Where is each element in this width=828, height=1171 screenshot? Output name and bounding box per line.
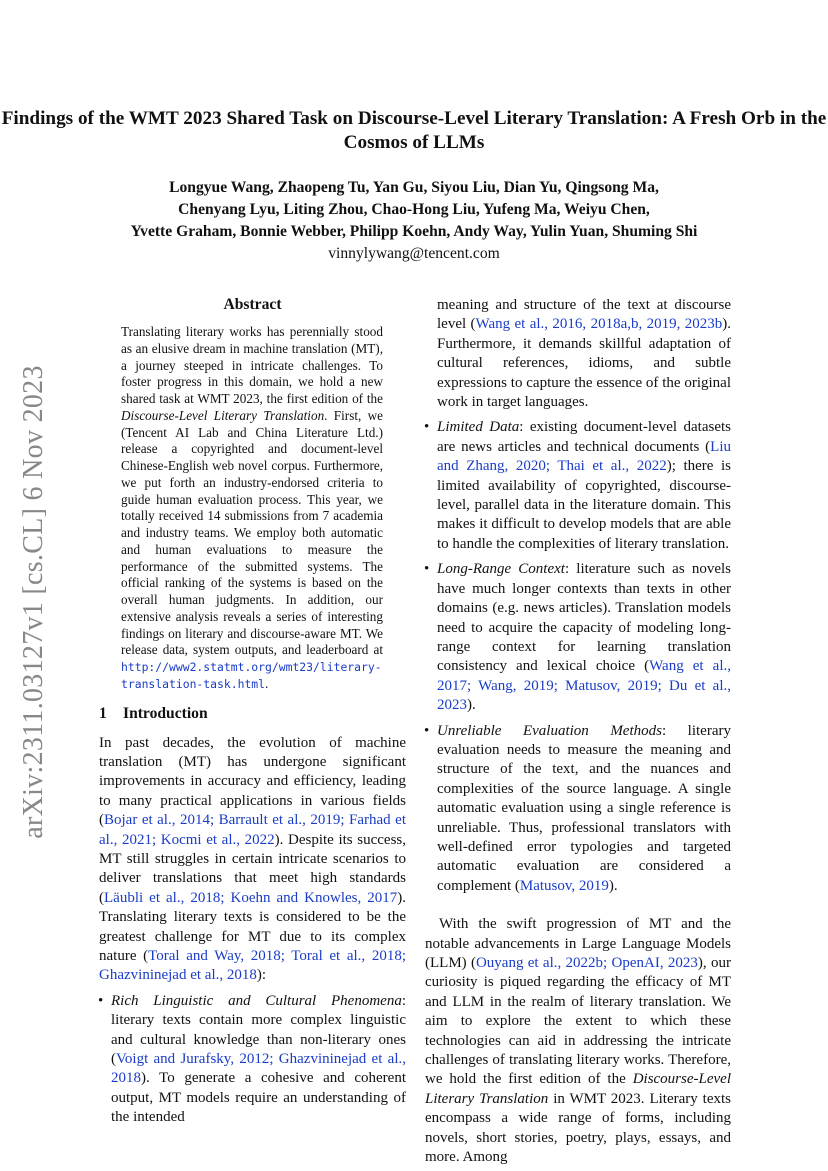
- intro-paragraph-1: [99, 734, 406, 986]
- citation-link[interactable]: Matusov, 2019: [519, 877, 609, 894]
- bullet-text: : literary texts contain more complex linguistic and cultural knowledge than non-literary ones (: [111, 992, 406, 1067]
- bullet-text: ). To generate a cohesive and coherent output, MT models require an understanding of the intended: [111, 1070, 406, 1126]
- citation-link[interactable]: Toral and Way, 2018; Toral et al., 2018; Ghazvininejad et al., 2018: [99, 947, 406, 984]
- challenges-list-continued: [425, 418, 731, 896]
- author-block: [0, 177, 828, 265]
- citation-link[interactable]: Bojar et al., 2014; Barrault et al., 2019; Farhad et al., 2021; Kocmi et al., 2022: [99, 812, 406, 848]
- paper-title: Findings of the WMT 2023 Shared Task on Discourse-Level Literary Translation: A Fresh Orb in the Cosmos of LLMs: [1, 108, 827, 153]
- intro-text: In past decades, the evolution of machine translation (MT) has undergone significant improvements in accuracy and efficiency, leading to many practical applications in various fields (: [99, 734, 406, 829]
- intro-text: ):: [256, 967, 267, 984]
- bullet-text: ). Furthermore, it demands skillful adaptation of cultural references, idioms, and subtle expressions to capture the essence of the original work in target languages.: [437, 316, 731, 411]
- list-item-limited-data: [425, 418, 731, 554]
- bullet-text: : literature such as novels have much longer contexts than texts in other domains (e.g. news articles). Translation models need to acquire the capacity of modeling long-range context for learning translation consistency and lexical choice (: [437, 561, 731, 675]
- bullet-text: ).: [608, 877, 618, 894]
- author-email: vinnylywang@tencent.com: [328, 245, 500, 262]
- abstract-text-end: .: [265, 675, 269, 691]
- right-column: [425, 296, 731, 1167]
- intro-text: in WMT 2023. Literary texts encompass a wide range of forms, including novels, short stories, poetry, plays, essays, and more. Among: [425, 1090, 732, 1166]
- bullet-title: Unreliable Evaluation Methods: [437, 722, 662, 739]
- bullet-text: : existing document-level datasets are news articles and technical documents (: [437, 419, 731, 455]
- section-number: 1: [99, 704, 107, 722]
- abstract-task-name: Discourse-Level Literary Translation: [121, 407, 325, 423]
- list-item-long-range-context: [425, 560, 731, 715]
- left-column: [99, 295, 406, 1128]
- list-item-evaluation-methods: [425, 722, 731, 897]
- challenges-list: [99, 992, 406, 1128]
- intro-text: With the swift progression of MT and the notable advancements in Large Language Models (LLM) (: [425, 916, 731, 971]
- authors-line-1: Longyue Wang, Zhaopeng Tu, Yan Gu, Siyou Liu, Dian Yu, Qingsong Ma,: [169, 179, 659, 196]
- abstract-text-2: . First, we (Tencent AI Lab and China Literature Ltd.) release a copyrighted and document-level Chinese-English web novel corpus. Furthermore, we put forth an industry-endorsed criteria to guide human evaluation process. This year, we totally received 14 submissions from 7 academia and industry teams. We employ both automatic and human evaluations to measure the performance of the submitted systems. The official ranking of the systems is based on the overall human judgments. In addition, our extensive analysis reveals a series of interesting findings on literary and discourse-aware MT. We release data, system outputs, and leaderboard at: [121, 407, 384, 658]
- task-name: Discourse-Level Literary Translation: [425, 1071, 731, 1107]
- leaderboard-link[interactable]: http://www2.statmt.org/wmt23/literary-translation-task.html: [121, 660, 382, 691]
- abstract-body: [121, 324, 383, 693]
- citation-link[interactable]: Läubli et al., 2018; Koehn and Knowles, 2017: [104, 889, 398, 906]
- intro-text: ). Despite its success, MT still struggles in certain intricate scenarios to deliver translations that meet high standards (: [99, 831, 406, 906]
- intro-text: ), our curiosity is piqued regarding the efficacy of MT and LLM in the realm of literary translation. We aim to explore the extent to which these technologies can aid in addressing the intricate challenges of translating literary works. Therefore, we hold the first edition of the: [425, 955, 731, 1088]
- bullet-title: Limited Data: [437, 419, 520, 436]
- intro-text: ). Translating literary texts is considered to be the greatest challenge for MT due to its complex nature (: [99, 889, 406, 964]
- abstract-text-1: Translating literary works has perennially stood as an elusive dream in machine translation (MT), a journey steeped in intricate challenges. To foster progress in this domain, we hold a new shared task at WMT 2023, the first edition of the: [121, 324, 383, 406]
- bullet-text: ); there is limited availability of copyrighted, discourse-level, parallel data in the literature domain. This makes it difficult to develop models that are able to handle the complexities of literary translation.: [437, 458, 731, 552]
- arxiv-identifier-sidebar: [14, 362, 54, 842]
- citation-link[interactable]: Ouyang et al., 2022b; OpenAI, 2023: [475, 955, 698, 971]
- section-title: Introduction: [123, 704, 208, 722]
- list-item-linguistic-phenomena: [99, 992, 406, 1128]
- arxiv-identifier: arXiv:2311.03127v1 [cs.CL] 6 Nov 2023: [18, 365, 49, 839]
- authors-line-3: Yvette Graham, Bonnie Webber, Philipp Koehn, Andy Way, Yulin Yuan, Shuming Shi: [130, 223, 698, 240]
- bullet-title: Rich Linguistic and Cultural Phenomena: [111, 992, 402, 1009]
- citation-link[interactable]: Wang et al., 2017; Wang, 2019; Matusov, 2019; Du et al., 2023: [437, 658, 731, 714]
- bullet-text: : literary evaluation needs to measure the meaning and structure of the text, and the nuances and complexities of the source language. A single automatic evaluation using a single reference is unreliable. Thus, professional translators with well-defined error typologies and targeted automatic evaluation are considered a complement (: [437, 722, 731, 894]
- section-heading-introduction: [99, 704, 406, 724]
- intro-paragraph-2: [425, 915, 731, 1167]
- authors-line-2: Chenyang Lyu, Liting Zhou, Chao-Hong Liu, Yufeng Ma, Weiyu Chen,: [178, 201, 650, 218]
- bullet-continuation: [425, 296, 731, 412]
- bullet-text: ).: [467, 697, 476, 714]
- bullet-title: Long-Range Context: [437, 561, 565, 578]
- citation-link[interactable]: Wang et al., 2016, 2018a,b, 2019, 2023b: [475, 316, 723, 333]
- citation-link[interactable]: Voigt and Jurafsky, 2012; Ghazvininejad et al., 2018: [111, 1051, 406, 1087]
- citation-link[interactable]: Liu and Zhang, 2020; Thai et al., 2022: [437, 438, 731, 475]
- abstract-heading: Abstract: [223, 296, 282, 313]
- bullet-text: meaning and structure of the text at discourse level (: [437, 297, 731, 333]
